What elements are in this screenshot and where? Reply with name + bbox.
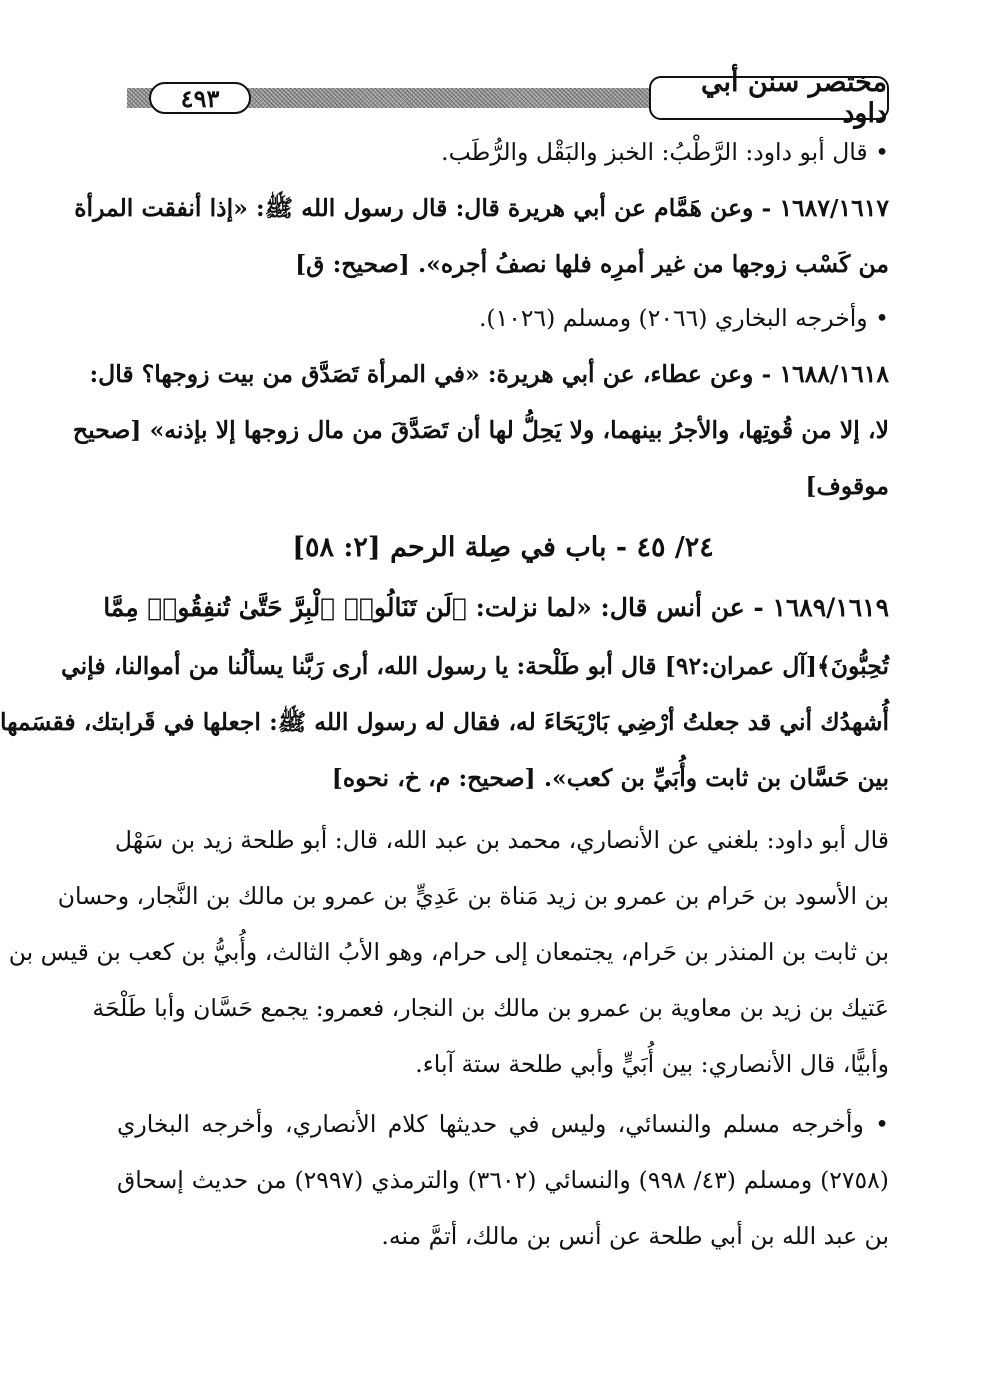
commentary-line: بن الأسود بن حَرام بن عمرو بن زيد مَناة بن عَدِيٍّ بن عمرو بن مالك بن النَّجار، وحسان (57, 882, 889, 910)
hadith-line: من كَسْب زوجها من غير أمرِه فلها نصفُ أجره». [صحيح: ق] (295, 250, 889, 278)
hadith-line: ١٦٨٩/١٦١٩ - عن أنس قال: «لما نزلت: ﴿لَن تَنَالُوا۟ ٱلْبِرَّ حَتَّىٰ تُنفِقُوا۟ مِمَّا (103, 593, 889, 622)
commentary-line: وأبيًّا، قال الأنصاري: بين أُبَيٍّ وأبي طلحة ستة آباء. (415, 1050, 889, 1078)
commentary-line: عَتيك بن زيد بن معاوية بن عمرو بن مالك بن النجار، فعمرو: يجمع حَسَّان وأبا طَلْحَة (92, 994, 889, 1022)
note-line: • وأخرجه البخاري (٢٠٦٦) ومسلم (١٠٢٦). (478, 304, 889, 332)
hadith-line: موقوف] (805, 472, 889, 500)
hadith-line: أُشهدُك أني قد جعلتُ أرْضِي بَارْيَحَاءَ له، فقال له رسول الله ﷺ: اجعلها في قَرابتك، فقسَمها (0, 708, 889, 736)
note-line: (٢٧٥٨) ومسلم (٤٣/ ٩٩٨) والنسائي (٣٦٠٢) والترمذي (٢٩٩٧) من حديث إسحاق (117, 1166, 889, 1194)
hadith-line: تُحِبُّونَ﴾[آل عمران:٩٢] قال أبو طَلْحة: يا رسول الله، أرى رَبَّنا يسألُنا من أموالنا، فإني (61, 652, 889, 680)
hadith-line: لا، إلا من قُوتِها، والأجرُ بينهما، ولا يَحِلُّ لها أن تَصَدَّقَ من مال زوجها إلا بإذنه» [صحيح (72, 416, 889, 444)
running-header (127, 67, 889, 129)
commentary-line: بن ثابت بن المنذر بن حَرام، يجتمعان إلى حرام، وهو الأبُ الثالث، وأُبيُّ بن كعب بن قيس بن (8, 938, 889, 966)
chapter-heading: ٢٤/ ٤٥ - باب في صِلة الرحم [٢: ٥٨] (292, 532, 714, 563)
hadith-line: ١٦٨٧/١٦١٧ - وعن هَمَّام عن أبي هريرة قال: قال رسول الله ﷺ: «إذا أنفقت المرأة (74, 194, 889, 222)
commentary-line: قال أبو داود: بلغني عن الأنصاري، محمد بن عبد الله، قال: أبو طلحة زيد بن سَهْل (114, 826, 889, 854)
note-line: • وأخرجه مسلم والنسائي، وليس في حديثها كلام الأنصاري، وأخرجه البخاري (117, 1110, 889, 1138)
note-line: • قال أبو داود: الرَّطْبُ: الخبز والبَقْل والرُّطَب. (441, 138, 889, 166)
page-number: ٤٩٣ (149, 82, 251, 114)
hadith-line: بين حَسَّان بن ثابت وأُبَيِّ بن كعب». [صحيح: م، خ، نحوه] (331, 764, 889, 792)
hadith-line: ١٦٨٨/١٦١٨ - وعن عطاء، عن أبي هريرة: «في المرأة تَصَدَّق من بيت زوجها؟ قال: (89, 360, 889, 388)
book-title: مختصر سنن أبي داود (649, 76, 889, 120)
note-line: بن عبد الله بن أبي طلحة عن أنس بن مالك، أتمَّ منه. (381, 1222, 889, 1250)
